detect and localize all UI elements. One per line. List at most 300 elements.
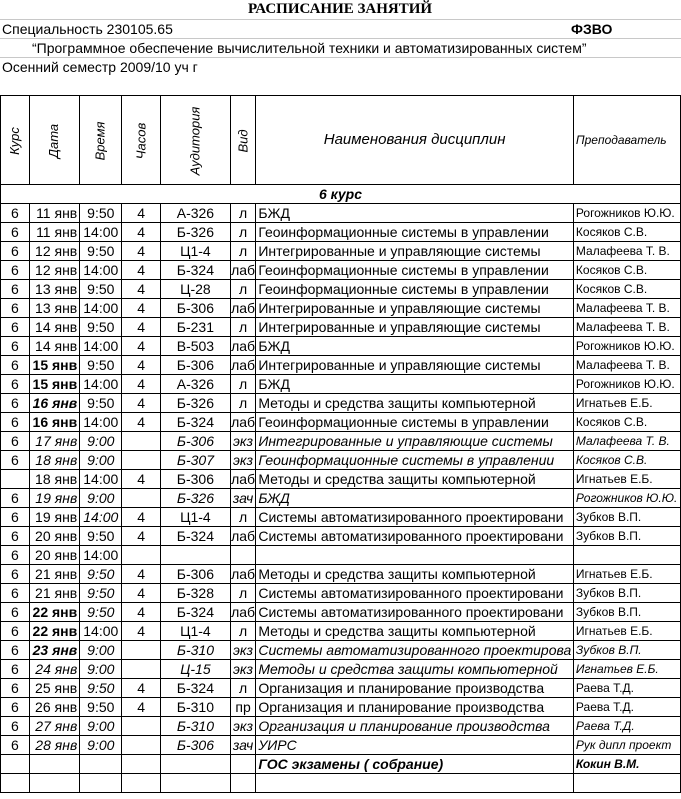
room-cell: Б-326 xyxy=(161,394,231,413)
room-cell: Б-324 xyxy=(161,603,231,622)
date-cell: 12 янв xyxy=(29,242,80,261)
col-room-header: Аудитория xyxy=(161,96,231,185)
table-row xyxy=(1,223,681,242)
table-row xyxy=(1,622,681,641)
table-row xyxy=(1,641,681,660)
type-cell: л xyxy=(230,584,256,603)
date-cell: 21 янв xyxy=(29,584,80,603)
time-cell: 9:50 xyxy=(80,318,122,337)
table-row xyxy=(1,736,681,755)
teacher-cell: Игнатьев Е.Б. xyxy=(573,565,680,584)
program-title: “Программное обеспечение вычислительной техники и автоматизированных систем” xyxy=(32,40,587,56)
date-cell: 15 янв xyxy=(29,375,80,394)
hours-cell xyxy=(122,774,161,793)
teacher-cell: Зубков В.П. xyxy=(573,641,680,660)
time-cell: 9:00 xyxy=(80,432,122,451)
time-cell: 14:00 xyxy=(80,470,122,489)
room-cell: Ц-15 xyxy=(161,660,231,679)
teacher-cell: Игнатьев Е.Б. xyxy=(573,660,680,679)
type-cell: л xyxy=(230,508,256,527)
course-cell: 6 xyxy=(1,204,30,223)
teacher-cell: Игнатьев Е.Б. xyxy=(573,394,680,413)
hours-cell: 4 xyxy=(122,261,161,280)
discipline-cell: БЖД xyxy=(256,337,574,356)
discipline-cell: Геоинформационные системы в управлении xyxy=(256,413,574,432)
date-cell: 14 янв xyxy=(29,337,80,356)
time-cell: 14:00 xyxy=(80,622,122,641)
type-cell xyxy=(230,546,256,565)
discipline-cell: БЖД xyxy=(256,489,574,508)
discipline-cell: ГОС экзамены ( собрание) xyxy=(256,755,574,774)
type-cell: зач xyxy=(230,736,256,755)
teacher-cell: Игнатьев Е.Б. xyxy=(573,470,680,489)
table-row xyxy=(1,413,681,432)
col-type-header: Вид xyxy=(230,96,256,185)
discipline-cell: Геоинформационные системы в управлении xyxy=(256,280,574,299)
room-cell: Б-306 xyxy=(161,470,231,489)
date-cell: 15 янв xyxy=(29,356,80,375)
type-cell: экз xyxy=(230,451,256,470)
teacher-cell: Косяков С.В. xyxy=(573,413,680,432)
schedule-table xyxy=(0,95,681,793)
type-cell: лаб xyxy=(231,300,256,316)
type-cell xyxy=(230,755,256,774)
course-cell: 6 xyxy=(1,394,30,413)
date-cell: 16 янв xyxy=(29,394,80,413)
hours-cell: 4 xyxy=(122,204,161,223)
hours-cell: 4 xyxy=(122,318,161,337)
room-cell: Б-231 xyxy=(161,318,231,337)
discipline-cell: Системы автоматизированного проектировани xyxy=(256,527,574,546)
hours-cell xyxy=(122,489,161,508)
column-header-row xyxy=(1,96,681,185)
teacher-cell: Косяков С.В. xyxy=(573,261,680,280)
teacher-cell: Косяков С.В. xyxy=(573,451,680,470)
table-row xyxy=(1,489,681,508)
teacher-cell: Зубков В.П. xyxy=(573,584,680,603)
date-cell xyxy=(29,755,80,774)
course-cell: 6 xyxy=(1,508,30,527)
hours-cell xyxy=(122,641,161,660)
teacher-cell: Кокин В.М. xyxy=(573,755,680,774)
discipline-cell: Интегрированные и управляющие системы xyxy=(256,432,574,451)
course-cell: 6 xyxy=(1,565,30,584)
hours-cell xyxy=(122,717,161,736)
time-cell: 9:00 xyxy=(80,641,122,660)
table-row xyxy=(1,204,681,223)
table-row xyxy=(1,242,681,261)
type-cell: л xyxy=(230,223,256,242)
course-cell: 6 xyxy=(1,375,30,394)
faculty-label: ФЗВО xyxy=(571,21,613,37)
table-row xyxy=(1,299,681,318)
hours-cell: 4 xyxy=(122,299,161,318)
col-teacher-header: Преподаватель xyxy=(573,96,680,185)
type-cell: л xyxy=(230,375,256,394)
title-row xyxy=(0,0,681,19)
date-cell: 19 янв xyxy=(29,489,80,508)
time-cell: 9:50 xyxy=(80,698,122,717)
room-cell: Б-326 xyxy=(161,489,231,508)
hours-cell xyxy=(122,432,161,451)
time-cell: 14:00 xyxy=(80,413,122,432)
table-row xyxy=(1,698,681,717)
group-label: 6 курс xyxy=(1,185,681,204)
discipline-cell: Методы и средства защиты компьютерной xyxy=(256,394,574,413)
course-cell: 6 xyxy=(1,584,30,603)
room-cell: Б-306 xyxy=(161,356,231,375)
hours-cell: 4 xyxy=(122,698,161,717)
discipline-cell: Интегрированные и управляющие системы xyxy=(256,299,574,318)
room-cell: Б-326 xyxy=(161,223,231,242)
type-cell: экз xyxy=(230,432,256,451)
teacher-cell: Игнатьев Е.Б. xyxy=(573,622,680,641)
type-cell: л xyxy=(230,679,256,698)
course-cell: 6 xyxy=(1,717,30,736)
room-cell: Ц-28 xyxy=(161,280,231,299)
discipline-cell: Интегрированные и управляющие системы xyxy=(256,242,574,261)
time-cell: 9:00 xyxy=(80,489,122,508)
table-row xyxy=(1,375,681,394)
course-cell: 6 xyxy=(1,356,30,375)
room-cell: В-503 xyxy=(161,337,231,356)
teacher-cell: Малафеева Т. В. xyxy=(573,356,680,375)
course-cell: 6 xyxy=(1,736,30,755)
date-cell: 20 янв xyxy=(29,546,80,565)
room-cell: Б-324 xyxy=(161,679,231,698)
discipline-cell: Интегрированные и управляющие системы xyxy=(256,318,574,337)
time-cell: 9:50 xyxy=(80,204,122,223)
date-cell: 26 янв xyxy=(29,698,80,717)
type-cell: лаб xyxy=(231,604,256,620)
teacher-cell: Рогожников Ю.Ю. xyxy=(573,337,680,356)
discipline-cell: УИРС xyxy=(256,736,574,755)
room-cell: Б-324 xyxy=(161,527,231,546)
table-row xyxy=(1,470,681,489)
type-cell xyxy=(230,774,256,793)
table-row xyxy=(1,565,681,584)
type-cell: экз xyxy=(230,641,256,660)
table-row xyxy=(1,337,681,356)
type-cell: пр xyxy=(230,698,256,717)
table-row xyxy=(1,261,681,280)
time-cell: 9:50 xyxy=(80,584,122,603)
time-cell: 9:50 xyxy=(80,565,122,584)
col-time-header: Время xyxy=(80,96,122,185)
table-row xyxy=(1,546,681,565)
hours-cell: 4 xyxy=(122,223,161,242)
hours-cell xyxy=(122,755,161,774)
table-row xyxy=(1,356,681,375)
discipline-cell: Системы автоматизированного проектировани xyxy=(256,584,574,603)
course-cell: 6 xyxy=(1,261,30,280)
discipline-cell: Системы автоматизированного проектировани xyxy=(256,603,574,622)
room-cell: Б-306 xyxy=(161,736,231,755)
course-cell: 6 xyxy=(1,318,30,337)
hours-cell: 4 xyxy=(122,470,161,489)
time-cell: 14:00 xyxy=(80,299,122,318)
hours-cell: 4 xyxy=(122,508,161,527)
type-cell: лаб xyxy=(231,357,256,373)
table-row xyxy=(1,717,681,736)
discipline-cell: Системы автоматизированного проектировани xyxy=(256,508,574,527)
time-cell: 14:00 xyxy=(80,375,122,394)
table-row xyxy=(1,527,681,546)
col-date-header: Дата xyxy=(29,96,80,185)
discipline-cell: Методы и средства защиты компьютерной xyxy=(256,622,574,641)
hours-cell: 4 xyxy=(122,242,161,261)
time-cell: 9:00 xyxy=(80,660,122,679)
table-row xyxy=(1,394,681,413)
time-cell: 9:00 xyxy=(80,736,122,755)
teacher-cell: Раева Т.Д. xyxy=(573,717,680,736)
type-cell: лаб xyxy=(231,338,256,354)
table-row xyxy=(1,508,681,527)
time-cell: 9:50 xyxy=(80,394,122,413)
hours-cell: 4 xyxy=(122,565,161,584)
hours-cell: 4 xyxy=(122,337,161,356)
time-cell: 9:50 xyxy=(80,679,122,698)
course-cell: 6 xyxy=(1,337,30,356)
date-cell: 11 янв xyxy=(29,204,80,223)
course-cell: 6 xyxy=(1,280,30,299)
teacher-cell: Малафеева Т. В. xyxy=(573,432,680,451)
type-cell: л xyxy=(230,242,256,261)
course-cell: 6 xyxy=(1,641,30,660)
room-cell: Ц1-4 xyxy=(161,242,231,261)
hours-cell: 4 xyxy=(122,280,161,299)
table-row xyxy=(1,280,681,299)
teacher-cell: Малафеева Т. В. xyxy=(573,242,680,261)
date-cell: 25 янв xyxy=(29,679,80,698)
table-row xyxy=(1,603,681,622)
room-cell: Б-310 xyxy=(161,698,231,717)
teacher-cell xyxy=(573,546,680,565)
discipline-cell: Геоинформационные системы в управлении xyxy=(256,223,574,242)
teacher-cell: Зубков В.П. xyxy=(573,603,680,622)
date-cell: 14 янв xyxy=(29,318,80,337)
table-row xyxy=(1,318,681,337)
date-cell: 13 янв xyxy=(29,299,80,318)
type-cell: л xyxy=(230,318,256,337)
room-cell: Ц1-4 xyxy=(161,508,231,527)
date-cell: 23 янв xyxy=(29,641,80,660)
room-cell: Б-310 xyxy=(161,641,231,660)
type-cell: л xyxy=(230,622,256,641)
date-cell: 11 янв xyxy=(29,223,80,242)
discipline-cell: БЖД xyxy=(256,204,574,223)
table-row xyxy=(1,660,681,679)
type-cell: лаб xyxy=(231,528,256,544)
time-cell xyxy=(80,774,122,793)
table-row xyxy=(1,451,681,470)
course-cell xyxy=(1,774,30,793)
hours-cell: 4 xyxy=(122,394,161,413)
teacher-cell: Рогожников Ю.Ю. xyxy=(573,489,680,508)
time-cell: 9:50 xyxy=(80,603,122,622)
time-cell: 9:50 xyxy=(80,527,122,546)
group-row xyxy=(1,185,681,204)
hours-cell: 4 xyxy=(122,527,161,546)
room-cell: Ц1-4 xyxy=(161,622,231,641)
course-cell: 6 xyxy=(1,679,30,698)
discipline-cell: Методы и средства защиты компьютерной xyxy=(256,660,574,679)
date-cell: 22 янв xyxy=(29,622,80,641)
col-discipline-header: Наименования дисциплин xyxy=(256,96,574,185)
teacher-cell: Раева Т.Д. xyxy=(573,698,680,717)
discipline-cell: БЖД xyxy=(256,375,574,394)
date-cell: 12 янв xyxy=(29,261,80,280)
time-cell: 14:00 xyxy=(80,261,122,280)
time-cell: 14:00 xyxy=(80,508,122,527)
date-cell: 13 янв xyxy=(29,280,80,299)
discipline-cell xyxy=(256,546,574,565)
hours-cell: 4 xyxy=(122,679,161,698)
teacher-cell: Малафеева Т. В. xyxy=(573,299,680,318)
room-cell xyxy=(161,755,231,774)
teacher-cell: Зубков В.П. xyxy=(573,527,680,546)
room-cell: А-326 xyxy=(161,204,231,223)
time-cell: 14:00 xyxy=(80,546,122,565)
course-cell: 6 xyxy=(1,603,30,622)
course-cell xyxy=(1,470,30,489)
date-cell: 17 янв xyxy=(29,432,80,451)
type-cell: экз xyxy=(230,717,256,736)
time-cell: 9:00 xyxy=(80,717,122,736)
discipline-cell: Организация и планирование производства xyxy=(256,717,574,736)
type-cell: л xyxy=(230,204,256,223)
course-cell: 6 xyxy=(1,489,30,508)
date-cell xyxy=(29,774,80,793)
time-cell xyxy=(80,755,122,774)
hours-cell: 4 xyxy=(122,413,161,432)
table-row xyxy=(1,432,681,451)
table-row xyxy=(1,584,681,603)
discipline-cell: Организация и планирование производства xyxy=(256,679,574,698)
semester-row xyxy=(0,57,681,76)
time-cell: 9:00 xyxy=(80,451,122,470)
table-row xyxy=(1,774,681,793)
course-cell: 6 xyxy=(1,451,30,470)
discipline-cell: Геоинформационные системы в управлении xyxy=(256,451,574,470)
discipline-cell: Интегрированные и управляющие системы xyxy=(256,356,574,375)
time-cell: 14:00 xyxy=(80,223,122,242)
specialty-label: Специальность 230105.65 xyxy=(2,21,173,37)
course-cell: 6 xyxy=(1,223,30,242)
discipline-cell xyxy=(256,774,574,793)
hours-cell xyxy=(122,451,161,470)
hours-cell: 4 xyxy=(122,622,161,641)
hours-cell xyxy=(122,736,161,755)
schedule-title: РАСПИСАНИЕ ЗАНЯТИЙ xyxy=(248,1,433,17)
teacher-cell: Зубков В.П. xyxy=(573,508,680,527)
room-cell: Б-306 xyxy=(161,432,231,451)
semester-label: Осенний семестр 2009/10 уч г xyxy=(2,59,198,75)
date-cell: 22 янв xyxy=(29,603,80,622)
table-row xyxy=(1,679,681,698)
discipline-cell: Методы и средства защиты компьютерной xyxy=(256,470,574,489)
room-cell: А-326 xyxy=(161,375,231,394)
course-cell: 6 xyxy=(1,432,30,451)
discipline-cell: Системы автоматизированного проектирова xyxy=(256,641,574,660)
room-cell: Б-307 xyxy=(161,451,231,470)
type-cell: лаб xyxy=(231,471,256,487)
course-cell xyxy=(1,755,30,774)
hours-cell: 4 xyxy=(122,375,161,394)
hours-cell: 4 xyxy=(122,603,161,622)
teacher-cell: Косяков С.В. xyxy=(573,280,680,299)
room-cell xyxy=(161,774,231,793)
room-cell: Б-306 xyxy=(161,565,231,584)
room-cell xyxy=(161,546,231,565)
teacher-cell: Косяков С.В. xyxy=(573,223,680,242)
date-cell: 28 янв xyxy=(29,736,80,755)
date-cell: 27 янв xyxy=(29,717,80,736)
teacher-cell: Рогожников Ю.Ю. xyxy=(573,375,680,394)
time-cell: 14:00 xyxy=(80,337,122,356)
teacher-cell: Раева Т.Д. xyxy=(573,679,680,698)
date-cell: 24 янв xyxy=(29,660,80,679)
room-cell: Б-328 xyxy=(161,584,231,603)
date-cell: 18 янв xyxy=(29,470,80,489)
time-cell: 9:50 xyxy=(80,280,122,299)
course-cell: 6 xyxy=(1,546,30,565)
type-cell: л xyxy=(230,394,256,413)
type-cell: л xyxy=(230,280,256,299)
type-cell: экз xyxy=(230,660,256,679)
hours-cell: 4 xyxy=(122,356,161,375)
date-cell: 16 янв xyxy=(29,413,80,432)
course-cell: 6 xyxy=(1,660,30,679)
hours-cell: 4 xyxy=(122,584,161,603)
teacher-cell: Рук дипл проект xyxy=(573,736,680,755)
specialty-row xyxy=(0,19,681,38)
discipline-cell: Методы и средства защиты компьютерной xyxy=(256,565,574,584)
teacher-cell xyxy=(573,774,680,793)
discipline-cell: Организация и планирование производства xyxy=(256,698,574,717)
date-cell: 19 янв xyxy=(29,508,80,527)
col-hours-header: Часов xyxy=(122,96,161,185)
discipline-cell: Геоинформационные системы в управлении xyxy=(256,261,574,280)
date-cell: 18 янв xyxy=(29,451,80,470)
room-cell: Б-306 xyxy=(161,299,231,318)
type-cell: зач xyxy=(230,489,256,508)
table-row xyxy=(1,755,681,774)
course-cell: 6 xyxy=(1,242,30,261)
teacher-cell: Рогожников Ю.Ю. xyxy=(573,204,680,223)
date-cell: 21 янв xyxy=(29,565,80,584)
course-cell: 6 xyxy=(1,622,30,641)
course-cell: 6 xyxy=(1,413,30,432)
time-cell: 9:50 xyxy=(80,242,122,261)
course-cell: 6 xyxy=(1,698,30,717)
time-cell: 9:50 xyxy=(80,356,122,375)
type-cell: лаб xyxy=(231,566,256,582)
program-row xyxy=(0,38,681,57)
type-cell: лаб xyxy=(231,262,256,278)
room-cell: Б-324 xyxy=(161,413,231,432)
teacher-cell: Малафеева Т. В. xyxy=(573,318,680,337)
room-cell: Б-324 xyxy=(161,261,231,280)
course-cell: 6 xyxy=(1,299,30,318)
room-cell: Б-310 xyxy=(161,717,231,736)
course-cell: 6 xyxy=(1,527,30,546)
type-cell: лаб xyxy=(231,414,256,430)
date-cell: 20 янв xyxy=(29,527,80,546)
hours-cell xyxy=(122,546,161,565)
col-course-header: Курс xyxy=(1,96,30,185)
hours-cell xyxy=(122,660,161,679)
